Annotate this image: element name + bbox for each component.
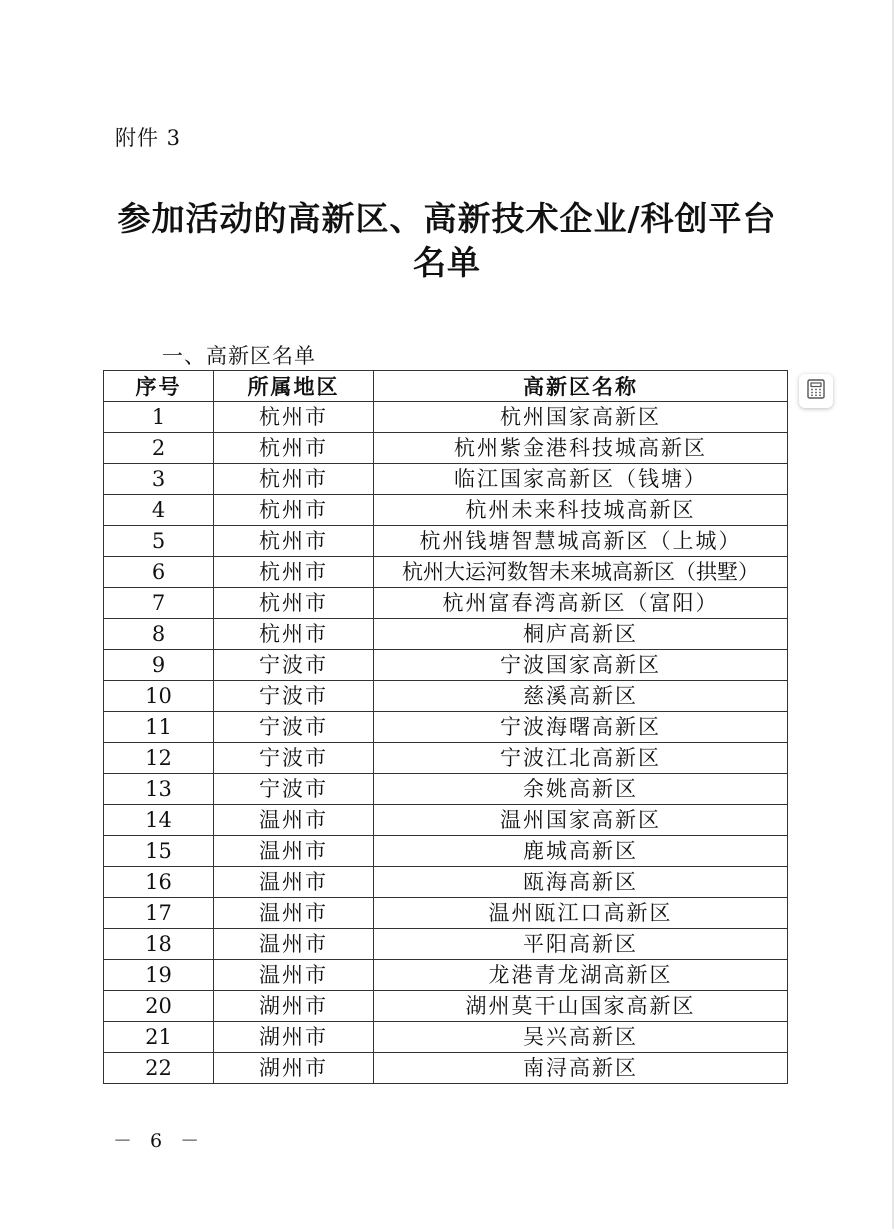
row-index-cell: 18 [104, 929, 214, 960]
table-row [104, 898, 788, 929]
row-zone-name-cell: 杭州大运河数智未来城高新区（拱墅） [374, 557, 788, 588]
row-region-cell: 温州市 [214, 836, 374, 867]
row-zone-name-cell: 温州瓯江口高新区 [374, 898, 788, 929]
row-index-cell: 19 [104, 960, 214, 991]
row-region-cell: 宁波市 [214, 743, 374, 774]
row-region-cell: 杭州市 [214, 526, 374, 557]
table-row [104, 991, 788, 1022]
table-row [104, 743, 788, 774]
row-zone-name-cell: 宁波江北高新区 [374, 743, 788, 774]
row-index-cell: 13 [104, 774, 214, 805]
table-row [104, 712, 788, 743]
row-zone-name-cell: 宁波海曙高新区 [374, 712, 788, 743]
row-index-cell: 8 [104, 619, 214, 650]
row-index-cell: 12 [104, 743, 214, 774]
section-heading: 一、高新区名单 [162, 344, 316, 368]
row-region-cell: 宁波市 [214, 681, 374, 712]
table-row [104, 774, 788, 805]
table-row [104, 867, 788, 898]
row-index-cell: 3 [104, 464, 214, 495]
row-index-cell: 14 [104, 805, 214, 836]
row-zone-name-cell: 平阳高新区 [374, 929, 788, 960]
row-region-cell: 杭州市 [214, 495, 374, 526]
row-zone-name-cell: 龙港青龙湖高新区 [374, 960, 788, 991]
row-region-cell: 杭州市 [214, 464, 374, 495]
table-row [104, 929, 788, 960]
row-region-cell: 杭州市 [214, 402, 374, 433]
table-row [104, 588, 788, 619]
row-zone-name-cell: 杭州富春湾高新区（富阳） [374, 588, 788, 619]
row-region-cell: 杭州市 [214, 433, 374, 464]
document-title [0, 197, 894, 285]
row-index-cell: 7 [104, 588, 214, 619]
table-header-row [104, 371, 788, 402]
table-row [104, 650, 788, 681]
row-region-cell: 杭州市 [214, 588, 374, 619]
table-row [104, 526, 788, 557]
row-region-cell: 湖州市 [214, 1022, 374, 1053]
row-region-cell: 宁波市 [214, 774, 374, 805]
page-number: － 6 － [113, 1130, 206, 1152]
row-index-cell: 15 [104, 836, 214, 867]
row-index-cell: 10 [104, 681, 214, 712]
row-zone-name-cell: 桐庐高新区 [374, 619, 788, 650]
row-zone-name-cell: 慈溪高新区 [374, 681, 788, 712]
row-region-cell: 温州市 [214, 960, 374, 991]
table-row [104, 681, 788, 712]
row-zone-name-cell: 湖州莫干山国家高新区 [374, 991, 788, 1022]
row-zone-name-cell: 杭州紫金港科技城高新区 [374, 433, 788, 464]
row-zone-name-cell: 瓯海高新区 [374, 867, 788, 898]
row-zone-name-cell: 临江国家高新区（钱塘） [374, 464, 788, 495]
row-index-cell: 5 [104, 526, 214, 557]
row-region-cell: 杭州市 [214, 619, 374, 650]
table-row [104, 836, 788, 867]
row-index-cell: 2 [104, 433, 214, 464]
column-header-region: 所属地区 [214, 371, 374, 402]
row-region-cell: 温州市 [214, 929, 374, 960]
row-index-cell: 20 [104, 991, 214, 1022]
row-zone-name-cell: 杭州未来科技城高新区 [374, 495, 788, 526]
table-row [104, 557, 788, 588]
row-zone-name-cell: 南浔高新区 [374, 1053, 788, 1084]
row-region-cell: 湖州市 [214, 1053, 374, 1084]
row-index-cell: 9 [104, 650, 214, 681]
table-row [104, 402, 788, 433]
row-zone-name-cell: 吴兴高新区 [374, 1022, 788, 1053]
row-region-cell: 温州市 [214, 898, 374, 929]
row-region-cell: 宁波市 [214, 712, 374, 743]
row-index-cell: 11 [104, 712, 214, 743]
table-row [104, 1022, 788, 1053]
row-index-cell: 17 [104, 898, 214, 929]
row-zone-name-cell: 鹿城高新区 [374, 836, 788, 867]
row-region-cell: 杭州市 [214, 557, 374, 588]
row-zone-name-cell: 宁波国家高新区 [374, 650, 788, 681]
column-header-zone-name: 高新区名称 [374, 371, 788, 402]
row-index-cell: 1 [104, 402, 214, 433]
calculator-icon [805, 378, 827, 404]
column-header-index: 序号 [104, 371, 214, 402]
row-index-cell: 16 [104, 867, 214, 898]
table-row [104, 1053, 788, 1084]
row-region-cell: 温州市 [214, 867, 374, 898]
document-title-line-2: 名单 [413, 243, 481, 282]
table-row [104, 495, 788, 526]
table-body [104, 402, 788, 1084]
zone-list-table [103, 370, 788, 1084]
row-region-cell: 温州市 [214, 805, 374, 836]
row-index-cell: 21 [104, 1022, 214, 1053]
table-row [104, 960, 788, 991]
table-row [104, 464, 788, 495]
row-zone-name-cell: 温州国家高新区 [374, 805, 788, 836]
row-zone-name-cell: 杭州国家高新区 [374, 402, 788, 433]
table-row [104, 619, 788, 650]
row-index-cell: 6 [104, 557, 214, 588]
row-index-cell: 4 [104, 495, 214, 526]
table-row [104, 805, 788, 836]
row-region-cell: 湖州市 [214, 991, 374, 1022]
row-zone-name-cell: 余姚高新区 [374, 774, 788, 805]
document-title-line-1: 参加活动的高新区、高新技术企业/科创平台 [117, 199, 777, 238]
attachment-label: 附件 3 [115, 126, 182, 150]
row-index-cell: 22 [104, 1053, 214, 1084]
table-row [104, 433, 788, 464]
row-zone-name-cell: 杭州钱塘智慧城高新区（上城） [374, 526, 788, 557]
row-region-cell: 宁波市 [214, 650, 374, 681]
calculator-button[interactable] [799, 374, 833, 408]
